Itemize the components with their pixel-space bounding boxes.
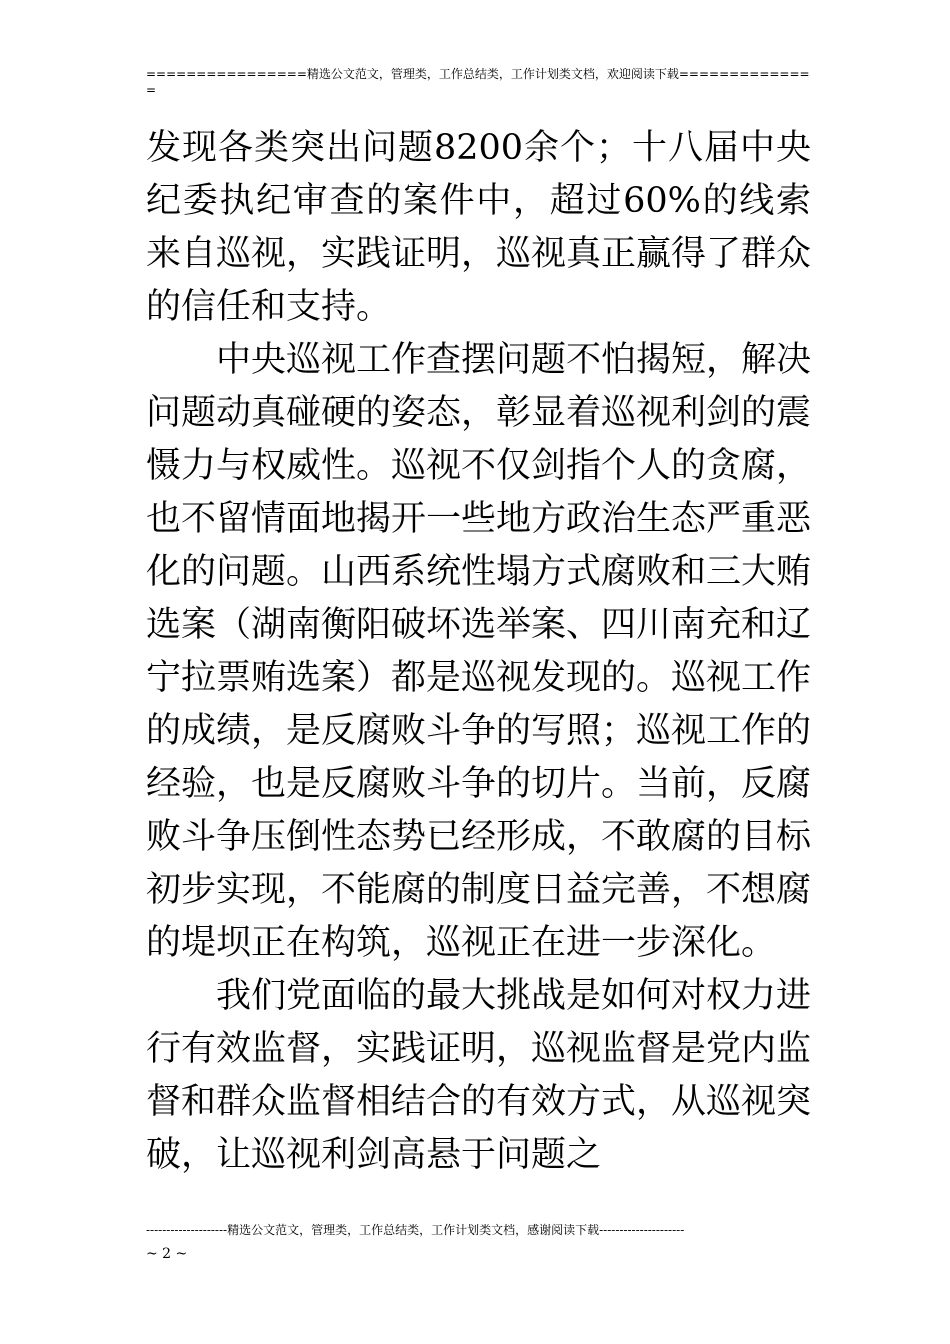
page-header: ================精选公文范文，管理类，工作总结类，工作计划类文档，欢迎阅读下载============== <box>146 67 810 97</box>
body-paragraph-3: 我们党面临的最大挑战是如何对权力进行有效监督，实践证明，巡视监督是党内监督和群众监督相结合的有效方式，从巡视突破，让巡视利剑高悬于问题之 <box>146 976 812 1175</box>
body-paragraph-2: 中央巡视工作查摆问题不怕揭短，解决问题动真碰硬的姿态，彰显着巡视利剑的震慑力与权威性。巡视不仅剑指个人的贪腐，也不留情面地揭开一些地方政治生态严重恶化的问题。山西系统性塌方式腐败和三大贿选案（湖南衡阳破坏选举案、四川南充和辽宁拉票贿选案）都是巡视发现的。巡视工作的成绩，是反腐败斗争的写照；巡视工作的经验，也是反腐败斗争的切片。当前，反腐败斗争压倒性态势已经形成，不敢腐的目标初步实现，不能腐的制度日益完善，不想腐的堤坝正在构筑，巡视正在进一步深化。 <box>146 340 812 963</box>
page-number: ~ 2 ~ <box>146 1246 188 1262</box>
body-paragraph-1: 发现各类突出问题8200余个；十八届中央纪委执纪审查的案件中，超过60%的线索来自巡视，实践证明，巡视真正赢得了群众的信任和支持。 <box>146 128 812 327</box>
page-footer: --------------------精选公文范文，管理类，工作总结类，工作计划类文档，感谢阅读下载--------------------- <box>146 1223 685 1237</box>
document-body <box>146 122 811 1182</box>
